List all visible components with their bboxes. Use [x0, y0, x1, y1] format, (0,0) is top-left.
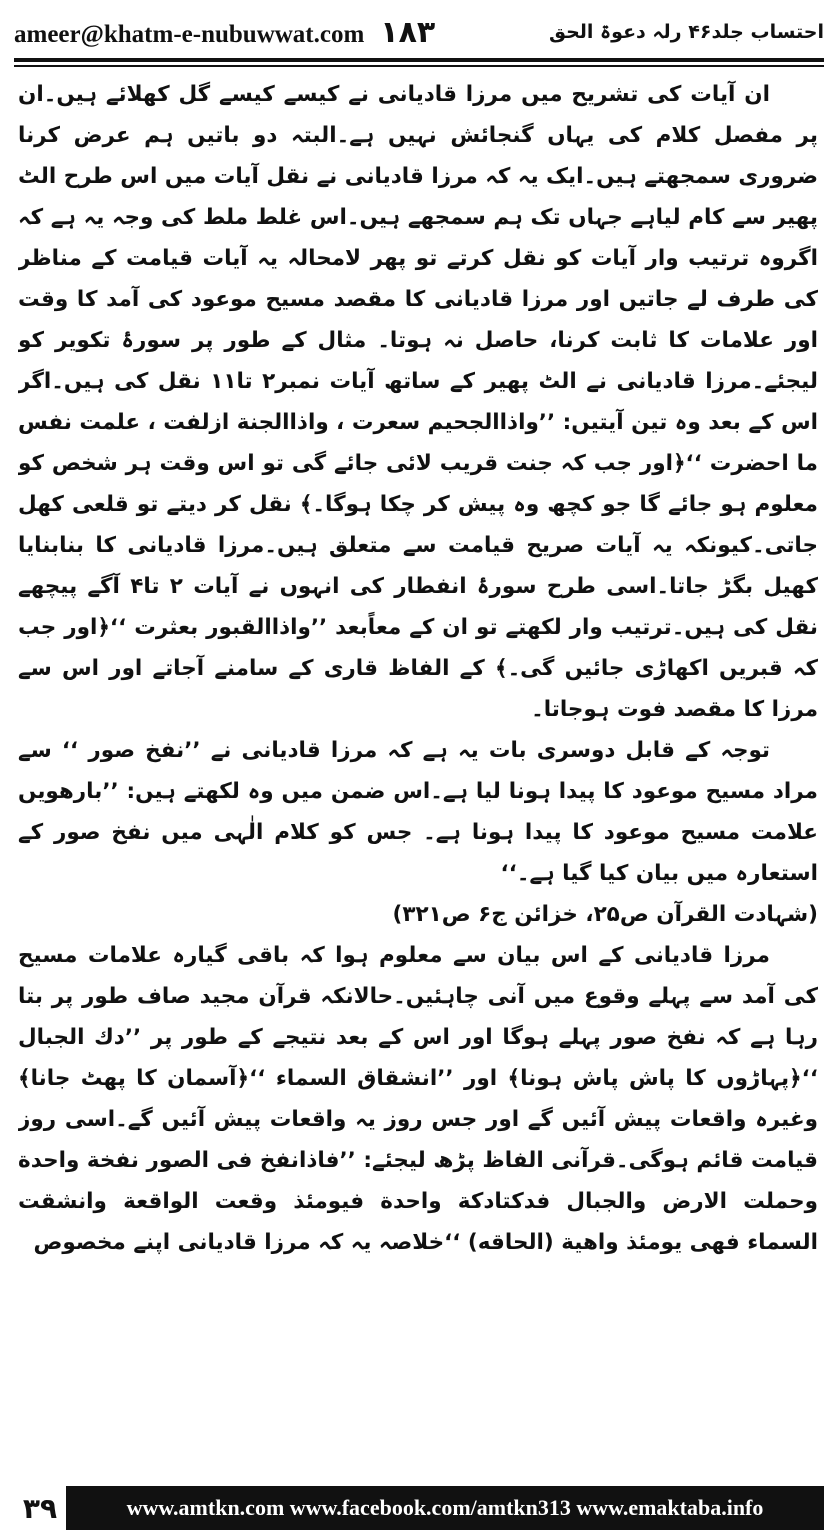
page-footer	[14, 1486, 824, 1530]
header-page-number: ۱۸۳	[380, 14, 436, 50]
header-rule-thin	[14, 65, 824, 67]
footer-page-number: ۳۹	[22, 1491, 58, 1525]
header-book-title: احتساب جلد۴۶ رلہ دعوۃ الحق	[548, 21, 824, 43]
footer-links: www.amtkn.com www.facebook.com/amtkn313 www.emaktaba.info	[66, 1486, 824, 1530]
page-header	[14, 6, 824, 58]
page-body	[18, 74, 818, 1474]
paragraph-2: توجہ کے قابل دوسری بات یہ ہے کہ مرزا قادیانی نے ’’نفخ صور ‘‘ سے مراد مسیح موعود کا پیدا ہونا لیا ہے۔اس ضمن میں وہ لکھتے ہیں: ’’بارھویں علامت مسیح موعود کا پیدا ہونا ہے۔ جس کو کلام الٰہی میں نفخ صور کے استعارہ میں بیان کیا گیا ہے۔‘‘	[18, 738, 818, 886]
citation: (شہادت القرآن ص۲۵، خزائن ج۶ ص۳۲۱)	[392, 902, 818, 927]
paragraph-1: ان آیات کی تشریح میں مرزا قادیانی نے کیسے کیسے گل کھلائے ہیں۔ان پر مفصل کلام کی یہاں گنجائش نہیں ہے۔البتہ دو باتیں ہم عرض کرنا ضروری سمجھتے ہیں۔ایک یہ کہ مرزا قادیانی نے نقل آیات میں اس طرح الٹ پھیر سے کام لیاہے جہاں تک ہم سمجھے ہیں۔اس غلط ملط کی وجہ یہ ہے کہ اگروہ ترتیب وار آیات کو نقل کرتے تو پھر لامحالہ یہ آیات قیامت کے مناظر کی طرف لے جاتیں اور مرزا قادیانی کا مقصد مسیح موعود کی آمد کا وقت اور علامات کا ثابت کرنا، حاصل نہ ہوتا۔ مثال کے طور پر سورۂ تکویر کو لیجئے۔مرزا قادیانی نے الٹ پھیر کے ساتھ آیات نمبر۲ تا۱۱ نقل کی ہیں۔اگر اس کے بعد وہ تین آیتیں: ’’واذاالجحیم سعرت ، واذاالجنة ازلفت ، علمت نفس ما احضرت ‘‘﴿اور جب کہ جنت قریب لائی جائے گی تو اس وقت ہر شخص کو معلوم ہو جائے گا جو کچھ وہ پیش کر چکا ہوگا۔﴾ نقل کر دیتے تو قلعی کھل جاتی۔کیونکہ یہ آیات صریح قیامت سے متعلق ہیں۔مرزا قادیانی کا بنابنایا کھیل بگڑ جاتا۔اسی طرح سورۂ انفطار کی انہوں نے آیات ۲ تا۴ آگے پیچھے نقل کی ہیں۔ترتیب وار لکھتے تو ان کے معاًبعد ’’واذاالقبور بعثرت ‘‘﴿اور جب کہ قبریں اکھاڑی جائیں گی۔﴾ کے الفاظ قاری کے سامنے آجاتے اور اس سے مرزا کا مقصد فوت ہوجاتا۔	[18, 82, 818, 722]
paragraph-3: مرزا قادیانی کے اس بیان سے معلوم ہوا کہ باقی گیارہ علامات مسیح کی آمد سے پہلے وقوع میں آنی چاہئیں۔حالانکہ قرآن مجید صاف طور پر بتا رہا ہے کہ نفخ صور پہلے ہوگا اور اس کے بعد نتیجے کے طور پر ’’دك الجبال ‘‘﴿پہاڑوں کا پاش پاش ہونا﴾ اور ’’انشقاق السماء ‘‘﴿آسمان کا پھٹ جانا﴾ وغیرہ واقعات پیش آئیں گے اور جس روز یہ واقعات پیش آئیں گے۔اسی روز قیامت قائم ہوگی۔قرآنی الفاظ پڑھ لیجئے: ’’فاذانفخ فی الصور نفخة واحدة وحملت الارض والجبال فدكتادكة واحدة فيومئذ وقعت الواقعة وانشقت السماء فهی يومئذ واهية (الحاقه) ‘‘خلاصہ یہ کہ مرزا قادیانی اپنے مخصوص	[18, 943, 818, 1255]
header-rule-thick	[14, 58, 824, 62]
header-left	[14, 15, 435, 50]
header-email: ameer@khatm-e-nubuwwat.com	[14, 20, 365, 48]
